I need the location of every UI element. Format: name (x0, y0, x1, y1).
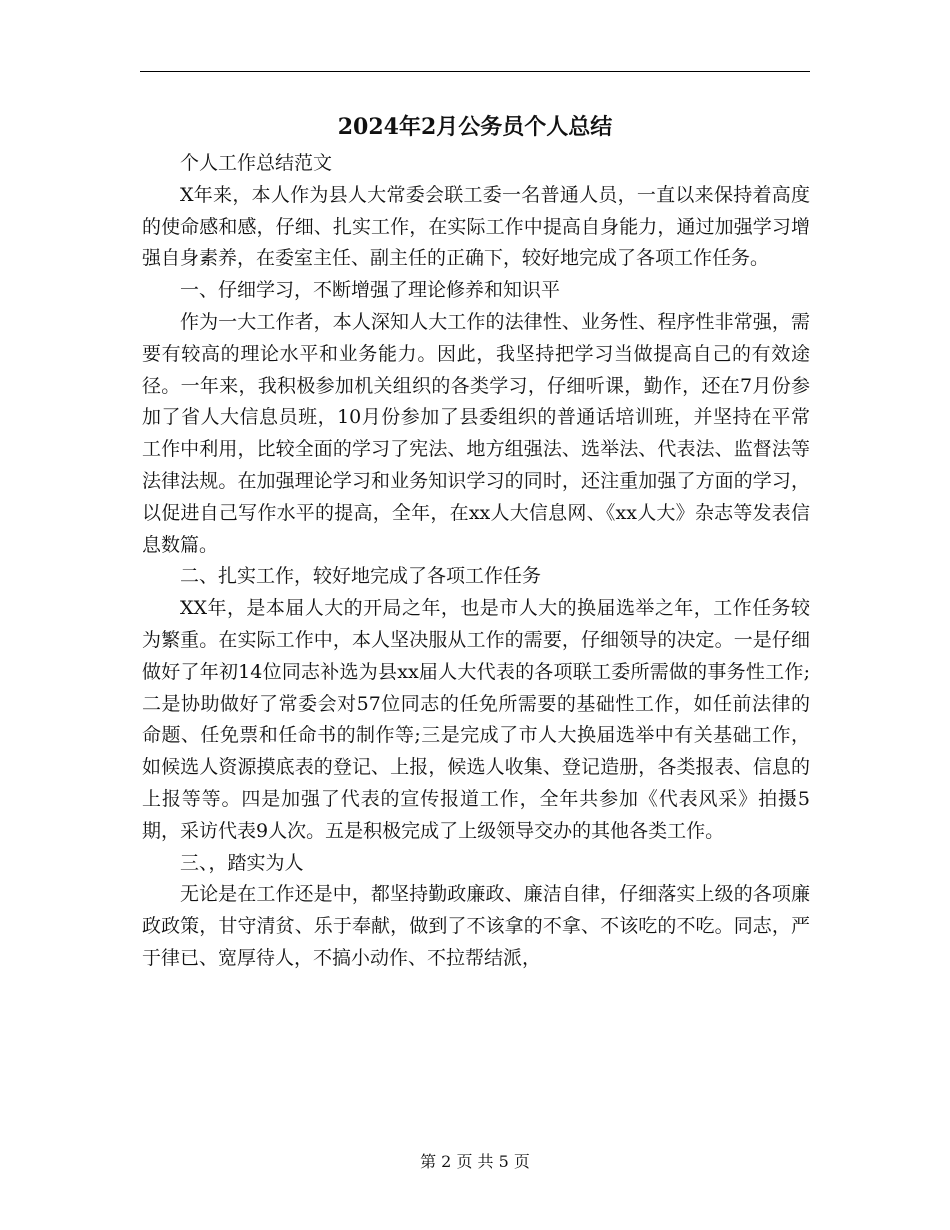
header-rule (140, 71, 810, 72)
section-heading-study: 一、仔细学习，不断增强了理论修养和知识平 (180, 279, 561, 302)
paragraph-intro: X年来，本人作为县人大常委会联工委一名普通人员，一直以来保持着高度的使命感和感，仔细、扎实工作，在实际工作中提高自身能力，通过加强学习增强自身素养，在委室主任、副主任的正确下，较好地完成了各项工作任务。 (142, 183, 810, 270)
paragraph-work: XX年，是本届人大的开局之年，也是市人大的换届选举之年，工作任务较为繁重。在实际工作中，本人坚决服从工作的需要，仔细领导的决定。一是仔细做好了年初14位同志补选为县xx届人大代表的各项联工委所需做的事务性工作;二是协助做好了常委会对57位同志的任免所需要的基础性工作，如任前法律的命题、任免票和任命书的制作等;三是完成了市人大换届选举中有关基础工作，如候选人资源摸底表的登记、上报，候选人收集、登记造册，各类报表、信息的上报等等。四是加强了代表的宣传报道工作，全年共参加《代表风采》拍摄5期，采访代表9人次。五是积极完成了上级领导交办的其他各类工作。 (142, 597, 810, 842)
section-heading-work: 二、扎实工作，较好地完成了各项工作任务 (180, 565, 542, 588)
paragraph-study: 作为一大工作者，本人深知人大工作的法律性、业务性、程序性非常强，需要有较高的理论水平和业务能力。因此，我坚持把学习当做提高自己的有效途径。一年来，我积极参加机关组织的各类学习，仔细听课，勤作，还在7月份参加了省人大信息员班，10月份参加了县委组织的普通话培训班，并坚持在平常工作中利用，比较全面的学习了宪法、地方组强法、选举法、代表法、监督法等法律法规。在加强理论学习和业务知识学习的同时，还注重加强了方面的学习，以促进自己写作水平的提高，全年，在xx人大信息网、《xx人大》杂志等发表信息数篇。 (142, 310, 810, 556)
document-body (142, 148, 810, 975)
section-heading-conduct: 三、，踏实为人 (180, 851, 304, 874)
page-footer: 第 2 页 共 5 页 (420, 1152, 530, 1171)
document-title: 2024年2月公务员个人总结 (337, 114, 613, 140)
paragraph-conduct: 无论是在工作还是中，都坚持勤政廉政、廉洁自律，仔细落实上级的各项廉政政策，甘守清贫、乐于奉献，做到了不该拿的不拿、不该吃的不吃。同志，严于律已、宽厚待人，不搞小动作、不拉帮结派， (142, 883, 810, 969)
paragraph-heading-intro: 个人工作总结范文 (180, 152, 333, 174)
